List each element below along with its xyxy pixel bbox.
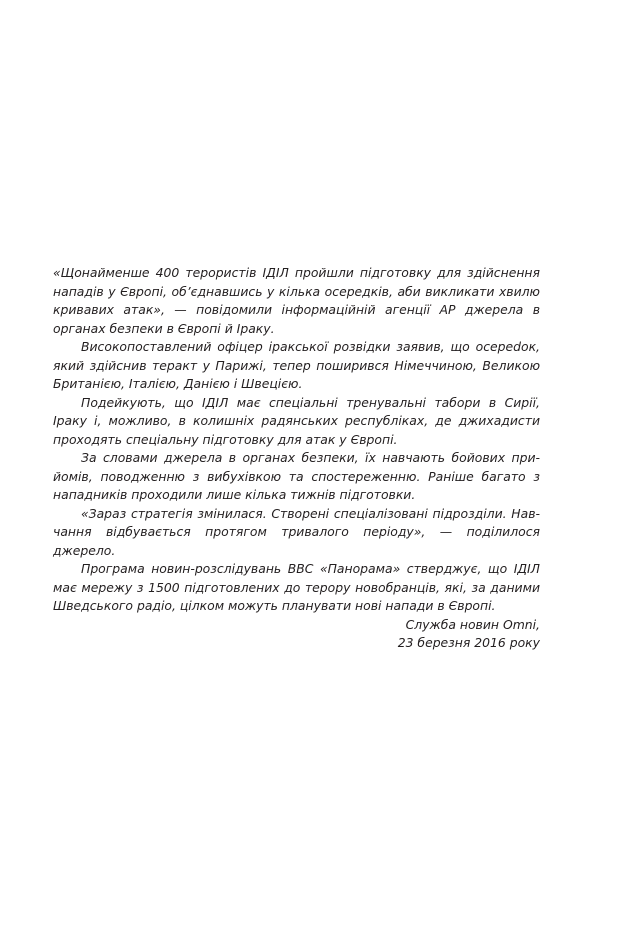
signature-source: Служба новин Omni, <box>405 616 540 632</box>
article-paragraph-6: Програма новин-розслідувань BBC «Панорама» стверджує, що ІДІЛ має мережу з 1500 підготовлених до терору новобранців, які, за даними Шведського радіо, цілком можуть планувати нові напади в Європі. <box>53 561 540 613</box>
quoted-news-article <box>53 264 540 653</box>
article-paragraph-2: Високопоставлений офіцер іракської розвідки заявив, що осереdок, який здійснив теракт у Парижі, тепер поширився Німеччиною, Великою Британією, Італією, Данією і Швецією. <box>53 339 540 391</box>
article-paragraph-3: Подейкують, що ІДІЛ має спеціальні тренувальні табори в Сирії, Іраку і, можливо, в колишніх радянських республіках, де джихадисти проходять спеціальну підготовку для атак у Європі. <box>53 394 540 447</box>
article-paragraph-4: За словами джерела в органах безпеки, їх навчають бойових прийомів, поводженню з вибухівкою та спостереженню. Раніше багато з нападників проходили лише кілька тижнів підготовки. <box>53 450 540 502</box>
signature-date: 23 березня 2016 року <box>397 635 540 650</box>
article-paragraph-1: «Щонайменше 400 терористів ІДІЛ пройшли підготовку для здійснення нападів у Європі, об’єднавшись у кілька осередків, аби викликати хвилю кривавих атак», — повідомили інформаційній агенції AP джерела в органах безпеки в Європі й Іраку. <box>53 265 540 336</box>
article-signature <box>53 616 540 653</box>
article-paragraph-5: «Зараз стратегія змінилася. Створені спеціалізовані підрозділи. Навчання відбувається протягом тривалого періоду», — поділилося джерело. <box>53 505 540 558</box>
